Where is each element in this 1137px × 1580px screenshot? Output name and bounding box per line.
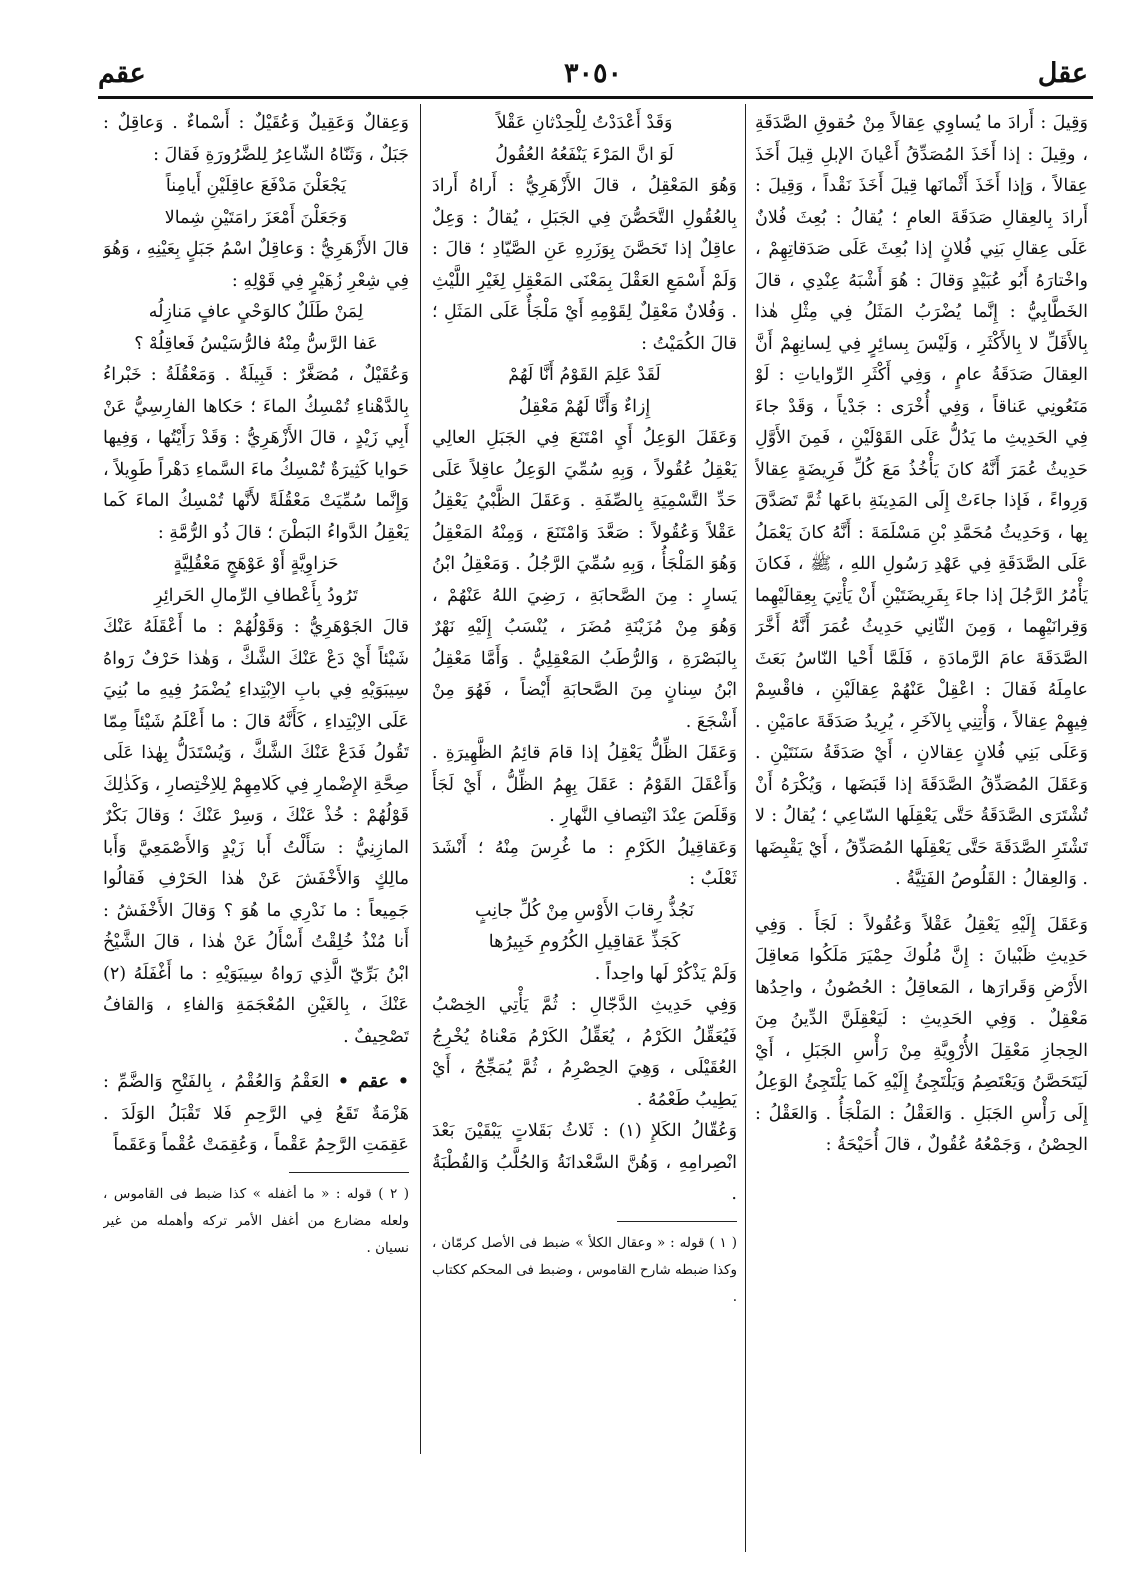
- verse-line: حَزاوِيَّةٍ أَوْ عَوْهَجٍ مَعْقُلِيَّةٍ: [173, 554, 339, 574]
- entry-heading: • عقم •: [337, 1072, 409, 1092]
- column-left: [103, 108, 409, 1513]
- footnote: ( ١ ) قوله : « وعقال الكلأ » ضبط فى الأصل كرمّان ، وكذا ضبطه شارح القاموس ، وضبط فى المحكم ككتاب .: [432, 1234, 737, 1305]
- verse-line: تَرُودُ بِأَعْطافِ الرِّمالِ الحَرائِرِ: [154, 585, 358, 606]
- header-right-word: عقل: [1037, 58, 1088, 89]
- paragraph: قالَ الأَزْهَرِيُّ : وَعاقِلٌ اسْمُ جَبَلٍ بِعَيْنِهِ ، وَهُوَ فِي شِعْرِ زُهَيْرٍ فِي قَوْلِهِ :: [103, 239, 409, 291]
- entry-paragraph: [103, 1067, 409, 1162]
- paragraph: وَعَقَلَ الوَعِلُ أَيِ امْتَنَعَ فِي الجَبَلِ العالِي يَعْقِلُ عُقُولاً ، وَبِهِ سُمِّيَ الوَعِلُ عاقِلاً عَلَى حَدِّ التَّسْمِيَةِ بِالصِّفَةِ . وَعَقَلَ الظَّبْيُ يَعْقِلُ عَقْلاً وَعُقُولاً : صَعَّدَ وَامْتَنَعَ ، وَمِنْهُ المَعْقِلُ وَهُوَ المَلْجَأُ ، وَبِهِ سُمِّيَ الرَّجُلُ . وَمَعْقِلُ ابْنُ يَسارٍ : مِنَ الصَّحابَةِ ، رَضِيَ اللهُ عَنْهُمْ ، وَهُوَ مِنْ مُزَيْنَةِ مُضَرَ ، يُنْسَبُ إِلَيْهِ نَهْرٌ بِالبَصْرَةِ ، وَالرُّطَبُ المَعْقِلِيُّ . وَأَمَّا مَعْقِلُ ابْنُ سِنانٍ مِنَ الصَّحابَةِ أَيْضاً ، فَهُوَ مِنْ أَشْجَعَ .: [432, 428, 737, 732]
- verse-line: وَجَعَلْنَ أَمْعَزَ رامَتَيْنِ شِمالا: [164, 207, 348, 228]
- paragraph: وَعُقَيْلٌ ، مُصَغَّرٌ : قَبِيلَةٌ . وَمَعْقُلَةُ : خَبْراءُ بِالدَّهْناءِ تُمْسِكُ الماءَ ؛ حَكاها الفارِسِيُّ عَنْ أَبِي زَيْدٍ ، قالَ الأَزْهَرِيُّ : وَقَدْ رَأَيْتُها ، وَفِيها حَوايا كَثِيرَةٌ تُمْسِكُ ماءَ السَّماءِ دَهْراً طَوِيلاً ، وَإِنَّما سُمِّيَتْ مَعْقُلَةً لأَنَّها تُمْسِكُ الماءَ كَما يَعْقِلُ الدَّواءُ البَطْنَ ؛ قالَ ذُو الرُّمَّةِ :: [103, 365, 409, 543]
- page-number: ٣٠٥٠: [563, 58, 622, 89]
- footnote-rule: [289, 1172, 409, 1173]
- column-rule-left: [420, 104, 421, 1454]
- column-right: [755, 108, 1088, 1548]
- footnote: ( ٢ ) قوله : « ما أغفله » كذا ضبط فى القاموس ، ولعله مضارع من أغفل الأمر تركه وأهمله من غير نسيان .: [103, 1185, 409, 1256]
- verse-line: لَوَ انَّ المَرْءَ يَنْفَعُهُ العُقُولُ: [495, 144, 674, 165]
- verse-line: وَقَدْ أَعْدَدْتُ لِلْحِدْثانِ عَقْلاً: [496, 113, 673, 133]
- verse-line: عَفا الرَّسُّ مِنْهُ فالرُّسَيْسُ فَعاقِلُهْ ؟: [134, 333, 378, 354]
- verse-line: نَجُذُّ رِقابَ الأَوْسِ مِنْ كُلِّ جانِبٍ: [475, 900, 694, 921]
- paragraph: وَعَقاقِيلُ الكَرْمِ : ما غُرِسَ مِنْهُ ؛ أَنْشَدَ ثَعْلَبٌ :: [432, 837, 737, 889]
- verse-line: يَجْعَلْنَ مَدْفَعَ عاقِلَيْنِ أَيامِناً: [165, 176, 347, 196]
- paragraph: وَعَقَلَ الظِّلُّ يَعْقِلُ إذا قامَ قائِمُ الظَّهِيرَةِ . وَأَعْقَلَ القَوْمُ : عَقَلَ بِهِمُ الظِّلُّ ، أَيْ لَجَأَ وَقَلَصَ عِنْدَ انْتِصافِ النَّهارِ .: [432, 743, 737, 826]
- verse-line: كَجَذِّ عَقاقِيلِ الكُرُومِ خَبِيرُها: [488, 932, 681, 952]
- header-rule: [98, 96, 1093, 99]
- paragraph: قالَ الجَوْهَرِيُّ : وَقَوْلُهُمْ : ما أَعْقَلَهُ عَنْكَ شَيْئاً أَيْ دَعْ عَنْكَ الشَّكَّ ، وَهٰذا حَرْفٌ رَواهُ سِيبَوَيْهِ فِي بابِ الاِبْتِداءِ يُضْمَرُ فِيهِ ما بُنِيَ عَلَى الاِبْتِداءِ ، كَأَنَّهُ قالَ : ما أَعْلَمُ شَيْئاً مِمّا تَقُولُ فَدَعْ عَنْكَ الشَّكَّ ، وَيُسْتَدَلُّ بِهٰذا عَلَى صِحَّةِ الإِضْمارِ فِي كَلامِهِمْ لِلاِخْتِصارِ ، وَكَذٰلِكَ قَوْلُهُمْ : خُذْ عَنْكَ ، وَسِرْ عَنْكَ ؛ وَقالَ بَكْرٌ المازِنِيُّ : سَأَلْتُ أَبا زَيْدٍ وَالأَصْمَعِيَّ وَأَبا مالِكٍ وَالأَخْفَشَ عَنْ هٰذا الحَرْفِ فَقالُوا جَمِيعاً : ما نَدْرِي ما هُوَ ؟ وَقالَ الأَخْفَشُ : أَنا مُنْذُ خُلِقْتُ أَسْأَلُ عَنْ هٰذا ، قالَ الشَّيْخُ ابْنُ بَرِّيّ الَّذِي رَواهُ سِيبَوَيْهِ : ما أَغْفَلَهُ (٢) عَنْكَ ، بِالغَيْنِ المُعْجَمَةِ وَالفاءِ ، وَالقافُ تَصْحِيفٌ .: [103, 617, 409, 1047]
- paragraph: وَعَقَلَ إِلَيْهِ يَعْقِلُ عَقْلاً وَعُقُولاً : لَجَأَ . وَفِي حَدِيثِ ظَبْيانَ : إِنَّ مُلُوكَ حِمْيَرَ مَلَكُوا مَعاقِلَ الأَرْضِ وَقَرارَها ، المَعاقِلُ : الحُصُونُ ، واحِدُها مَعْقِلٌ . وَفِي الحَدِيثِ : لَيَعْقِلَنَّ الدِّينُ مِنَ الحِجازِ مَعْقِلَ الأُرْوِيَّةِ مِنْ رَأْسِ الجَبَلِ ، أَيْ لَيَتَحَصَّنُ وَيَعْتَصِمُ وَيَلْتَجِئُ إِلَيْهِ كَما يَلْتَجِئُ الوَعِلُ إِلَى رَأْسِ الجَبَلِ . وَالعَقْلُ : المَلْجَأُ . وَالعَقْلُ : الحِصْنُ ، وَجَمْعُهُ عُقُولٌ ، قالَ أُحَيْحَةُ :: [755, 914, 1088, 1155]
- verse-line: إِزاءٌ وَأَنَّا لَهُمْ مَعْقِلُ: [518, 396, 651, 417]
- header-left-word: عقم: [98, 58, 146, 89]
- verse-line: لَقَدْ عَلِمَ القَوْمُ أَنَّا لَهُمْ: [508, 365, 661, 385]
- paragraph: وَقِيلَ : أَرادَ ما يُساوِي عِقالاً مِنْ حُقوقِ الصَّدَقَةِ ، وقِيلَ : إذا أَخَذَ المُصَدِّقُ أَعْيانَ الإبلِ قِيلَ أَخَذَ عِقالاً ، وَإذا أَخَذَ أَثْمانَها قِيلَ أَخَذَ نَقْداً ، وَقِيلَ : أَرادَ بِالعِقالِ صَدَقَةَ العامِ ؛ يُقالُ : بُعِثَ فُلانٌ عَلَى عِقالِ بَنِي فُلانٍ إذا بُعِثَ عَلَى صَدَقاتِهِمْ ، واخْتارَهُ أَبُو عُبَيْدٍ وَقالَ : هُوَ أَشْبَهُ عِنْدِي ، قالَ الخَطَّابِيُّ : إِنَّما يُضْرَبُ المَثَلُ فِي مِثْلِ هٰذا بِالأَقَلِّ لا بِالأَكْثَرِ ، وَلَيْسَ بِسائِرٍ فِي لِسانِهِمْ أَنَّ العِقالَ صَدَقَةُ عامٍ ، وَفِي أَكْثَرِ الرِّواياتِ : لَوْ مَنَعُونِي عَناقاً ، وَفِي أُخْرَى : جَدْياً ، وَقَدْ جاءَ فِي الحَدِيثِ ما يَدُلُّ عَلَى القَوْلَيْنِ ، فَمِنَ الأَوَّلِ حَدِيثُ عُمَرَ أَنَّهُ كانَ يَأْخُذُ مَعَ كُلِّ فَرِيضَةٍ عِقالاً وَرِواءً ، فَإذا جاءَتْ إِلَى المَدِينَةِ باعَها ثُمَّ تَصَدَّقَ بِها ، وَحَدِيثُ مُحَمَّدِ بْنِ مَسْلَمَةَ : أَنَّهُ كانَ يَعْمَلُ عَلَى الصَّدَقَةِ فِي عَهْدِ رَسُولِ اللهِ ، ﷺ ، فَكانَ يَأْمُرُ الرَّجُلَ إذا جاءَ بِفَرِيضَتَيْنِ أَنْ يَأْتِيَ بِعِقالَيْهِما وَقِرانَيْهِما ، وَمِنَ الثّانِي حَدِيثُ عُمَرَ أَنَّهُ أَخَّرَ الصَّدَقَةَ عامَ الرَّمادَةِ ، فَلَمَّا أَحْيا النّاسُ بَعَثَ عامِلَهُ فَقالَ : اعْقِلْ عَنْهُمْ عِقالَيْنِ ، فاقْسِمْ فِيهِمْ عِقالاً ، وَأْتِنِي بِالآخَرِ ، يُرِيدُ صَدَقَةَ عامَيْنِ . وَعَلَى بَنِي فُلانٍ عِقالانِ ، أَيْ صَدَقَةُ سَنَتَيْنِ . وَعَقَلَ المُصَدِّقُ الصَّدَقَةَ إذا قَبَضَها ، وَيُكْرَهُ أَنْ تُشْتَرَى الصَّدَقَةُ حَتَّى يَعْقِلَها السّاعِي ؛ يُقالُ : لا تَشْتَرِ الصَّدَقَةَ حَتَّى يَعْقِلَها المُصَدِّقُ ، أَيْ يَقْبِضَها . وَالعِقالُ : القَلُوصُ الفَتِيَّةُ .: [755, 113, 1088, 889]
- footnote-rule: [617, 1221, 737, 1222]
- column-rule-right: [745, 104, 746, 1552]
- paragraph: وَلَمْ يَذْكُرْ لَها واحِداً .: [594, 963, 737, 984]
- column-middle: [432, 108, 737, 1513]
- page-header: [98, 58, 1088, 94]
- paragraph: وَهُوَ المَعْقِلُ ، قالَ الأَزْهَرِيُّ : أَراهُ أَرادَ بِالعُقُولِ التَّحَصُّنَ فِي الجَبَلِ ، يُقالُ : وَعِلٌ عاقِلٌ إذا تَحَصَّنَ بِوَزَرِهِ عَنِ الصَّيّادِ ؛ قالَ : وَلَمْ أَسْمَعِ العَقْلَ بِمَعْنَى المَعْقِلِ لِغَيْرِ اللَّيْثِ . وَفُلانٌ مَعْقِلٌ لِقَوْمِهِ أَيْ مَلْجَأٌ عَلَى المَثَلِ ؛ قالَ الكُمَيْتُ :: [432, 176, 737, 354]
- paragraph: وَعِقالٌ وَعَقِيلٌ وَعُقَيْلٌ : أَسْماءٌ . وَعاقِلٌ : جَبَلٌ ، وَثَنّاهُ الشّاعِرُ لِلضَّرُورَةِ فَقالَ :: [103, 113, 409, 165]
- verse-line: لِمَنْ طَلَلٌ كالوَحْيِ عافٍ مَنازِلُه: [148, 302, 364, 322]
- entry-text: العَقْمُ وَالعُقْمُ ، بِالفَتْحِ وَالضَّمِّ : هَزْمَةٌ تَقَعُ فِي الرَّحِمِ فَلا تَقْبَلُ الوَلَدَ . عَقِمَتِ الرَّحِمُ عَقْماً ، وَعُقِمَتْ عُقْماً وَعَقَماً: [103, 1072, 409, 1155]
- paragraph: وَفِي حَدِيثِ الدَّجّالِ : ثُمَّ يَأْتِي الخِصْبُ فَيُعَقِّلُ الكَرْمُ ، يُعَقِّلُ الكَرْمُ مَعْناهُ يُخْرِجُ العُقَيْلَى ، وَهِيَ الحِصْرِمُ ، ثُمَّ يُمَجِّجُ ، أَيْ يَطِيبُ طَعْمُهُ .: [432, 995, 737, 1110]
- paragraph: وَعُقّالُ الكَلإِ (١) : ثَلاثُ بَقَلاتٍ يَبْقَيْنَ بَعْدَ انْصِرامِهِ ، وَهُنَّ السَّعْدانَةُ وَالحُلَّبُ وَالقُطْبَةُ .: [432, 1121, 737, 1204]
